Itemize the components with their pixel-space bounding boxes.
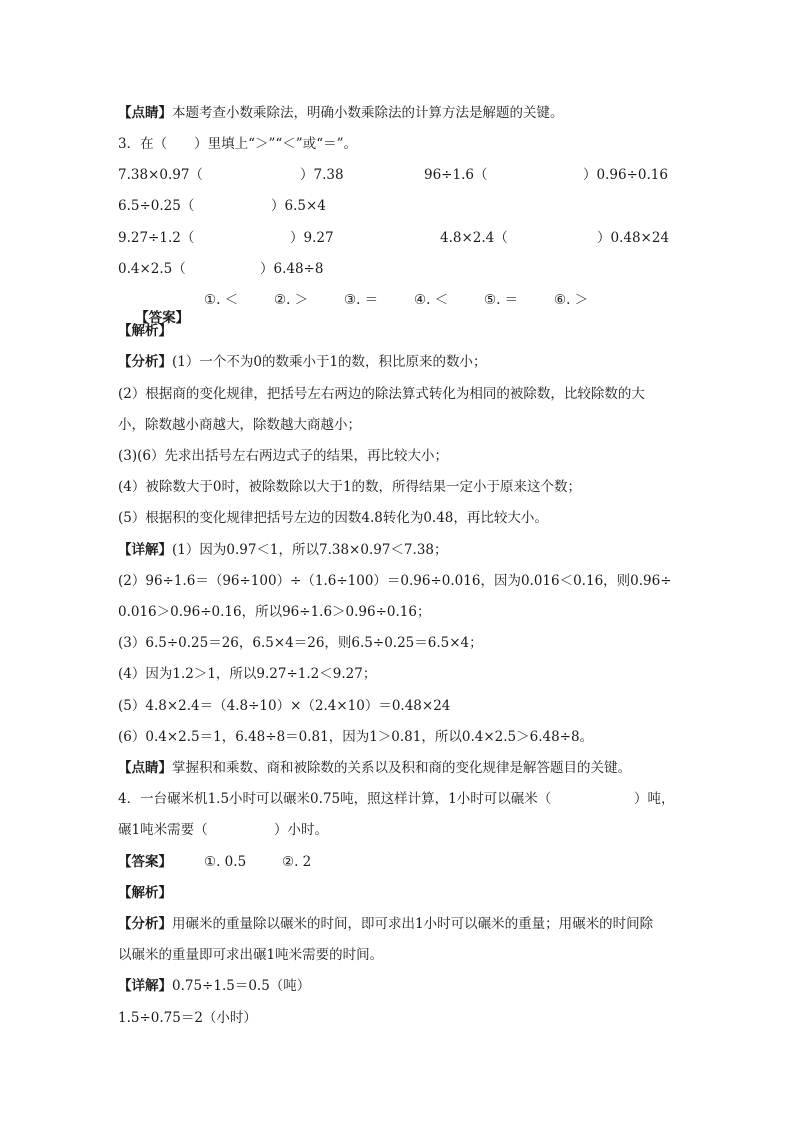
- row1-left-end: ）7.38: [300, 167, 344, 183]
- row1-left-expr: 7.38×0.97（: [118, 167, 203, 183]
- xiangjie-line-2a: (2）96÷1.6＝（96÷100）÷（1.6÷100）＝0.96÷0.016，因为0.016＜0.16，则0.96÷: [118, 573, 672, 589]
- row4-left-end: ）6.48÷8: [260, 261, 324, 277]
- xiangjie-line-3: (3）6.5÷0.25＝26，6.5×4＝26，则6.5÷0.25＝6.5×4；: [118, 635, 483, 651]
- question-4-line-a-end: ）吨，: [634, 791, 675, 807]
- xiangjie-line-6: (6）0.4×2.5＝1，6.48÷8＝0.81，因为1＞0.81，所以0.4×2.5＞6.48÷8。: [118, 729, 594, 745]
- fenxi-line-3: (3)(6）先求出括号左右两边式子的结果，再比较大小；: [118, 448, 448, 464]
- row3-left-end: ）9.27: [290, 230, 334, 246]
- answer-tag: 【答案】: [118, 854, 172, 870]
- fenxi-line-2a: (2）根据商的变化规律，把括号左右两边的除法算式转化为相同的被除数，比较除数的大: [118, 386, 645, 402]
- dianjing-tag: 【点睛】: [118, 760, 172, 776]
- fenxi-line-2b: 小，除数越小商越大，除数越大商越小；: [118, 417, 361, 433]
- fenxi-line-a: [118, 915, 653, 933]
- row3-right-expr: 4.8×2.4（: [440, 230, 508, 246]
- answer-item: ⑥. ＞: [554, 292, 589, 308]
- answer-item: ⑤. ＝: [484, 292, 519, 308]
- row3-right-end: ）0.48×24: [597, 230, 670, 246]
- answer-item: ②. 2: [282, 854, 312, 870]
- dianjing-tag: 【点睛】: [118, 105, 172, 121]
- xiangjie-tag: 【详解】: [118, 542, 172, 558]
- fenxi-tag: 【分析】: [118, 916, 172, 932]
- answer-line-4: [118, 853, 172, 871]
- xiangjie-line-5: (5）4.8×2.4＝（4.8÷10）×（2.4×10）＝0.48×24: [118, 698, 451, 714]
- answer-item: ②. ＞: [274, 292, 309, 308]
- row1-right-end: ）0.96÷0.16: [583, 167, 668, 183]
- answer-item: ④. ＜: [414, 292, 449, 308]
- dianjing-line: [118, 104, 564, 122]
- xiangjie-line-1: [118, 977, 310, 995]
- xiangjie-tag: 【详解】: [118, 978, 172, 994]
- xiangjie-line-1: [118, 541, 448, 559]
- question-4-line-b-end: ）小时。: [274, 822, 328, 838]
- row3-left-expr: 9.27÷1.2（: [118, 230, 195, 246]
- question-3: 3．在（ ）里填上“＞”“＜”或“＝”。: [118, 136, 357, 152]
- fenxi-line-5: (5）根据积的变化规律把括号左边的因数4.8转化为0.48，再比较大小。: [118, 510, 548, 526]
- answer-item: ①. ＜: [204, 292, 239, 308]
- fenxi-text: (1）一个不为0的数乘小于1的数，积比原来的数小；: [172, 354, 487, 370]
- question-4-line-b: 碾1吨米需要（: [118, 822, 208, 838]
- fenxi-text: 用碾米的重量除以碾米的时间，即可求出1小时可以碾米的重量；用碾米的时间除: [172, 916, 654, 932]
- row2-left-expr: 6.5÷0.25（: [118, 198, 195, 214]
- xiangjie-line-2b: 0.016＞0.96÷0.16，所以96÷1.6＞0.96÷0.16；: [118, 604, 431, 620]
- answer-item: ③. ＝: [344, 292, 379, 308]
- xiangjie-text: (1）因为0.97＜1，所以7.38×0.97＜7.38；: [172, 542, 448, 558]
- fenxi-line-4: (4）被除数大于0时，被除数除以大于1的数，所得结果一定小于原来这个数；: [118, 479, 582, 495]
- row2-left-end: ）6.5×4: [271, 198, 326, 214]
- xiangjie-line-4: (4）因为1.2＞1，所以9.27÷1.2＜9.27；: [118, 666, 377, 682]
- xiangjie-text: 0.75÷1.5＝0.5（吨）: [172, 978, 311, 994]
- jiexi-tag: 【解析】: [118, 885, 172, 901]
- row1-right-expr: 96÷1.6（: [424, 167, 488, 183]
- fenxi-line-b: 以碾米的重量即可求出碾1吨米需要的时间。: [118, 947, 384, 963]
- answer-tag: 【答案】: [135, 310, 190, 326]
- xiangjie-line-2: 1.5÷0.75＝2（小时）: [118, 1010, 257, 1026]
- dianjing-line-2: [118, 759, 631, 777]
- answer-item: ①. 0.5: [204, 854, 247, 870]
- dianjing-text: 本题考查小数乘除法，明确小数乘除法的计算方法是解题的关键。: [172, 105, 564, 121]
- fenxi-line-1: [118, 353, 487, 371]
- question-4-line-a: 4．一台碾米机1.5小时可以碾米0.75吨，照这样计算，1小时可以碾米（: [118, 791, 552, 807]
- row4-left-expr: 0.4×2.5（: [118, 261, 186, 277]
- fenxi-tag: 【分析】: [118, 354, 172, 370]
- jiexi-tag: 【解析】: [118, 323, 172, 339]
- dianjing-text: 掌握积和乘数、商和被除数的关系以及积和商的变化规律是解答题目的关键。: [172, 760, 631, 776]
